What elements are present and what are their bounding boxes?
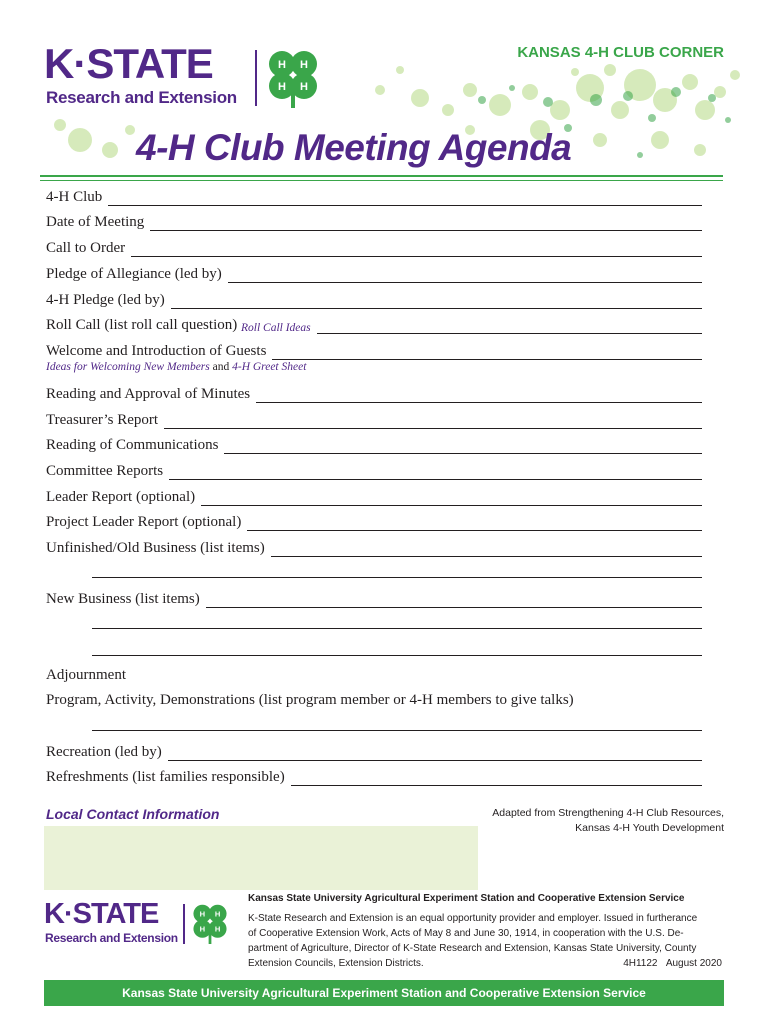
field-roll-call[interactable] [46, 314, 702, 334]
svg-text:H: H [278, 59, 286, 71]
field-date[interactable] [46, 211, 702, 231]
field-minutes[interactable] [46, 383, 702, 403]
field-leader-report[interactable] [46, 486, 702, 506]
fill-line[interactable] [317, 319, 702, 334]
field-old-business[interactable] [46, 537, 702, 557]
field-committee[interactable] [46, 460, 702, 480]
field-label: Adjournment [46, 667, 126, 683]
title-rule-thin [40, 180, 723, 181]
fill-line[interactable] [92, 628, 702, 629]
bottom-bar [44, 980, 724, 1006]
field-label: Project Leader Report (optional) [46, 514, 242, 530]
field-label: Program, Activity, Demonstrations (list program member or 4-H members to give talks) [46, 692, 574, 708]
svg-text:H: H [300, 59, 308, 71]
fill-line[interactable] [164, 414, 702, 429]
fill-line[interactable] [291, 771, 702, 786]
field-label: New Business (list items) [46, 591, 200, 607]
field-label: Call to Order [46, 240, 126, 256]
footer-disclaimer [248, 911, 722, 971]
roll-call-ideas-link[interactable]: Roll Call Ideas [240, 322, 311, 334]
field-label: Roll Call (list roll call question) [46, 317, 238, 333]
kstate-logo: K·STATE [44, 40, 213, 87]
fill-line[interactable] [92, 655, 702, 656]
footer-line: of Cooperative Extension Work, Acts of May 8 and June 30, 1914, in cooperation with the U.S. De- [248, 928, 684, 939]
field-recreation[interactable] [46, 741, 702, 761]
fill-line[interactable] [272, 345, 702, 360]
local-contact-title: Local Contact Information [46, 806, 220, 822]
field-label: Date of Meeting [46, 214, 145, 230]
adapted-line-2: Kansas 4-H Youth Development [575, 822, 724, 834]
footer-kstate-logo: K·STATE [44, 898, 159, 930]
greet-sheet-link[interactable]: 4-H Greet Sheet [232, 361, 307, 373]
field-pledge-allegiance[interactable] [46, 263, 702, 283]
field-label: Treasurer’s Report [46, 412, 159, 428]
fill-line[interactable] [271, 542, 702, 557]
fill-line[interactable] [224, 439, 702, 454]
svg-text:H: H [214, 924, 221, 934]
title-rule [40, 175, 723, 177]
footer-logo-subtitle: Research and Extension [45, 931, 178, 945]
field-label: Leader Report (optional) [46, 489, 196, 505]
field-label: 4-H Pledge (led by) [46, 292, 165, 308]
footer-last-row [248, 956, 722, 971]
corner-title: KANSAS 4-H CLUB CORNER [517, 44, 724, 61]
field-label: Unfinished/Old Business (list items) [46, 540, 265, 556]
fill-line[interactable] [247, 516, 702, 531]
adapted-credit [424, 806, 724, 836]
field-program [46, 689, 702, 709]
fill-line[interactable] [228, 268, 702, 283]
logo-divider [255, 50, 257, 106]
fill-line[interactable] [169, 465, 702, 480]
svg-text:H: H [278, 81, 286, 93]
field-label: Committee Reports [46, 463, 164, 479]
fill-line[interactable] [150, 216, 702, 231]
guest-links [46, 361, 306, 373]
field-label: Recreation (led by) [46, 744, 162, 760]
field-4h-pledge[interactable] [46, 289, 702, 309]
local-contact-box[interactable] [44, 826, 478, 890]
field-project-leader[interactable] [46, 511, 702, 531]
field-label: Reading and Approval of Minutes [46, 386, 251, 402]
field-label: Reading of Communications [46, 437, 219, 453]
kstate-logo-subtitle: Research and Extension [46, 88, 237, 107]
svg-text:H: H [214, 909, 221, 919]
fill-line[interactable] [171, 294, 702, 309]
publication-number: 4H1122 [623, 958, 658, 969]
fill-line[interactable] [131, 242, 702, 257]
footer-line: partment of Agriculture, Director of K-State Research and Extension, Kansas State University, County [248, 943, 697, 954]
footer-four-h-clover-icon [190, 902, 230, 946]
field-label: Pledge of Allegiance (led by) [46, 266, 222, 282]
four-h-clover-icon [264, 48, 322, 110]
publication-info [623, 956, 722, 971]
footer-institution: Kansas State University Agricultural Experiment Station and Cooperative Extension Service [248, 893, 685, 904]
field-adjournment [46, 664, 702, 684]
bottom-bar-text: Kansas State University Agricultural Experiment Station and Cooperative Extension Service [122, 986, 646, 1000]
field-club[interactable] [46, 186, 702, 206]
field-communications[interactable] [46, 434, 702, 454]
fill-line[interactable] [92, 577, 702, 578]
fill-line[interactable] [92, 730, 702, 731]
footer-line: K-State Research and Extension is an equal opportunity provider and employer. Issued in furtherance [248, 913, 698, 924]
svg-text:H: H [300, 81, 308, 93]
publication-date: August 2020 [665, 958, 722, 969]
welcoming-members-link[interactable]: Ideas for Welcoming New Members [46, 361, 210, 373]
field-refreshments[interactable] [46, 766, 702, 786]
field-label: 4-H Club [46, 189, 103, 205]
links-joiner: and [212, 361, 230, 373]
fill-line[interactable] [206, 593, 702, 608]
field-welcome-guests[interactable] [46, 340, 702, 360]
field-new-business[interactable] [46, 588, 702, 608]
adapted-line-1: Adapted from Strengthening 4-H Club Resources, [492, 807, 724, 819]
field-label: Welcome and Introduction of Guests [46, 343, 267, 359]
svg-text:H: H [199, 909, 206, 919]
footer-logo-divider [183, 904, 185, 944]
svg-text:H: H [199, 924, 206, 934]
page-title: 4-H Club Meeting Agenda [136, 127, 572, 168]
footer-line: Extension Councils, Extension Districts. [248, 958, 424, 969]
field-call-to-order[interactable] [46, 237, 702, 257]
field-treasurer[interactable] [46, 409, 702, 429]
fill-line[interactable] [168, 746, 702, 761]
field-label: Refreshments (list families responsible) [46, 769, 285, 785]
fill-line[interactable] [108, 191, 702, 206]
fill-line[interactable] [201, 491, 702, 506]
fill-line[interactable] [256, 388, 702, 403]
